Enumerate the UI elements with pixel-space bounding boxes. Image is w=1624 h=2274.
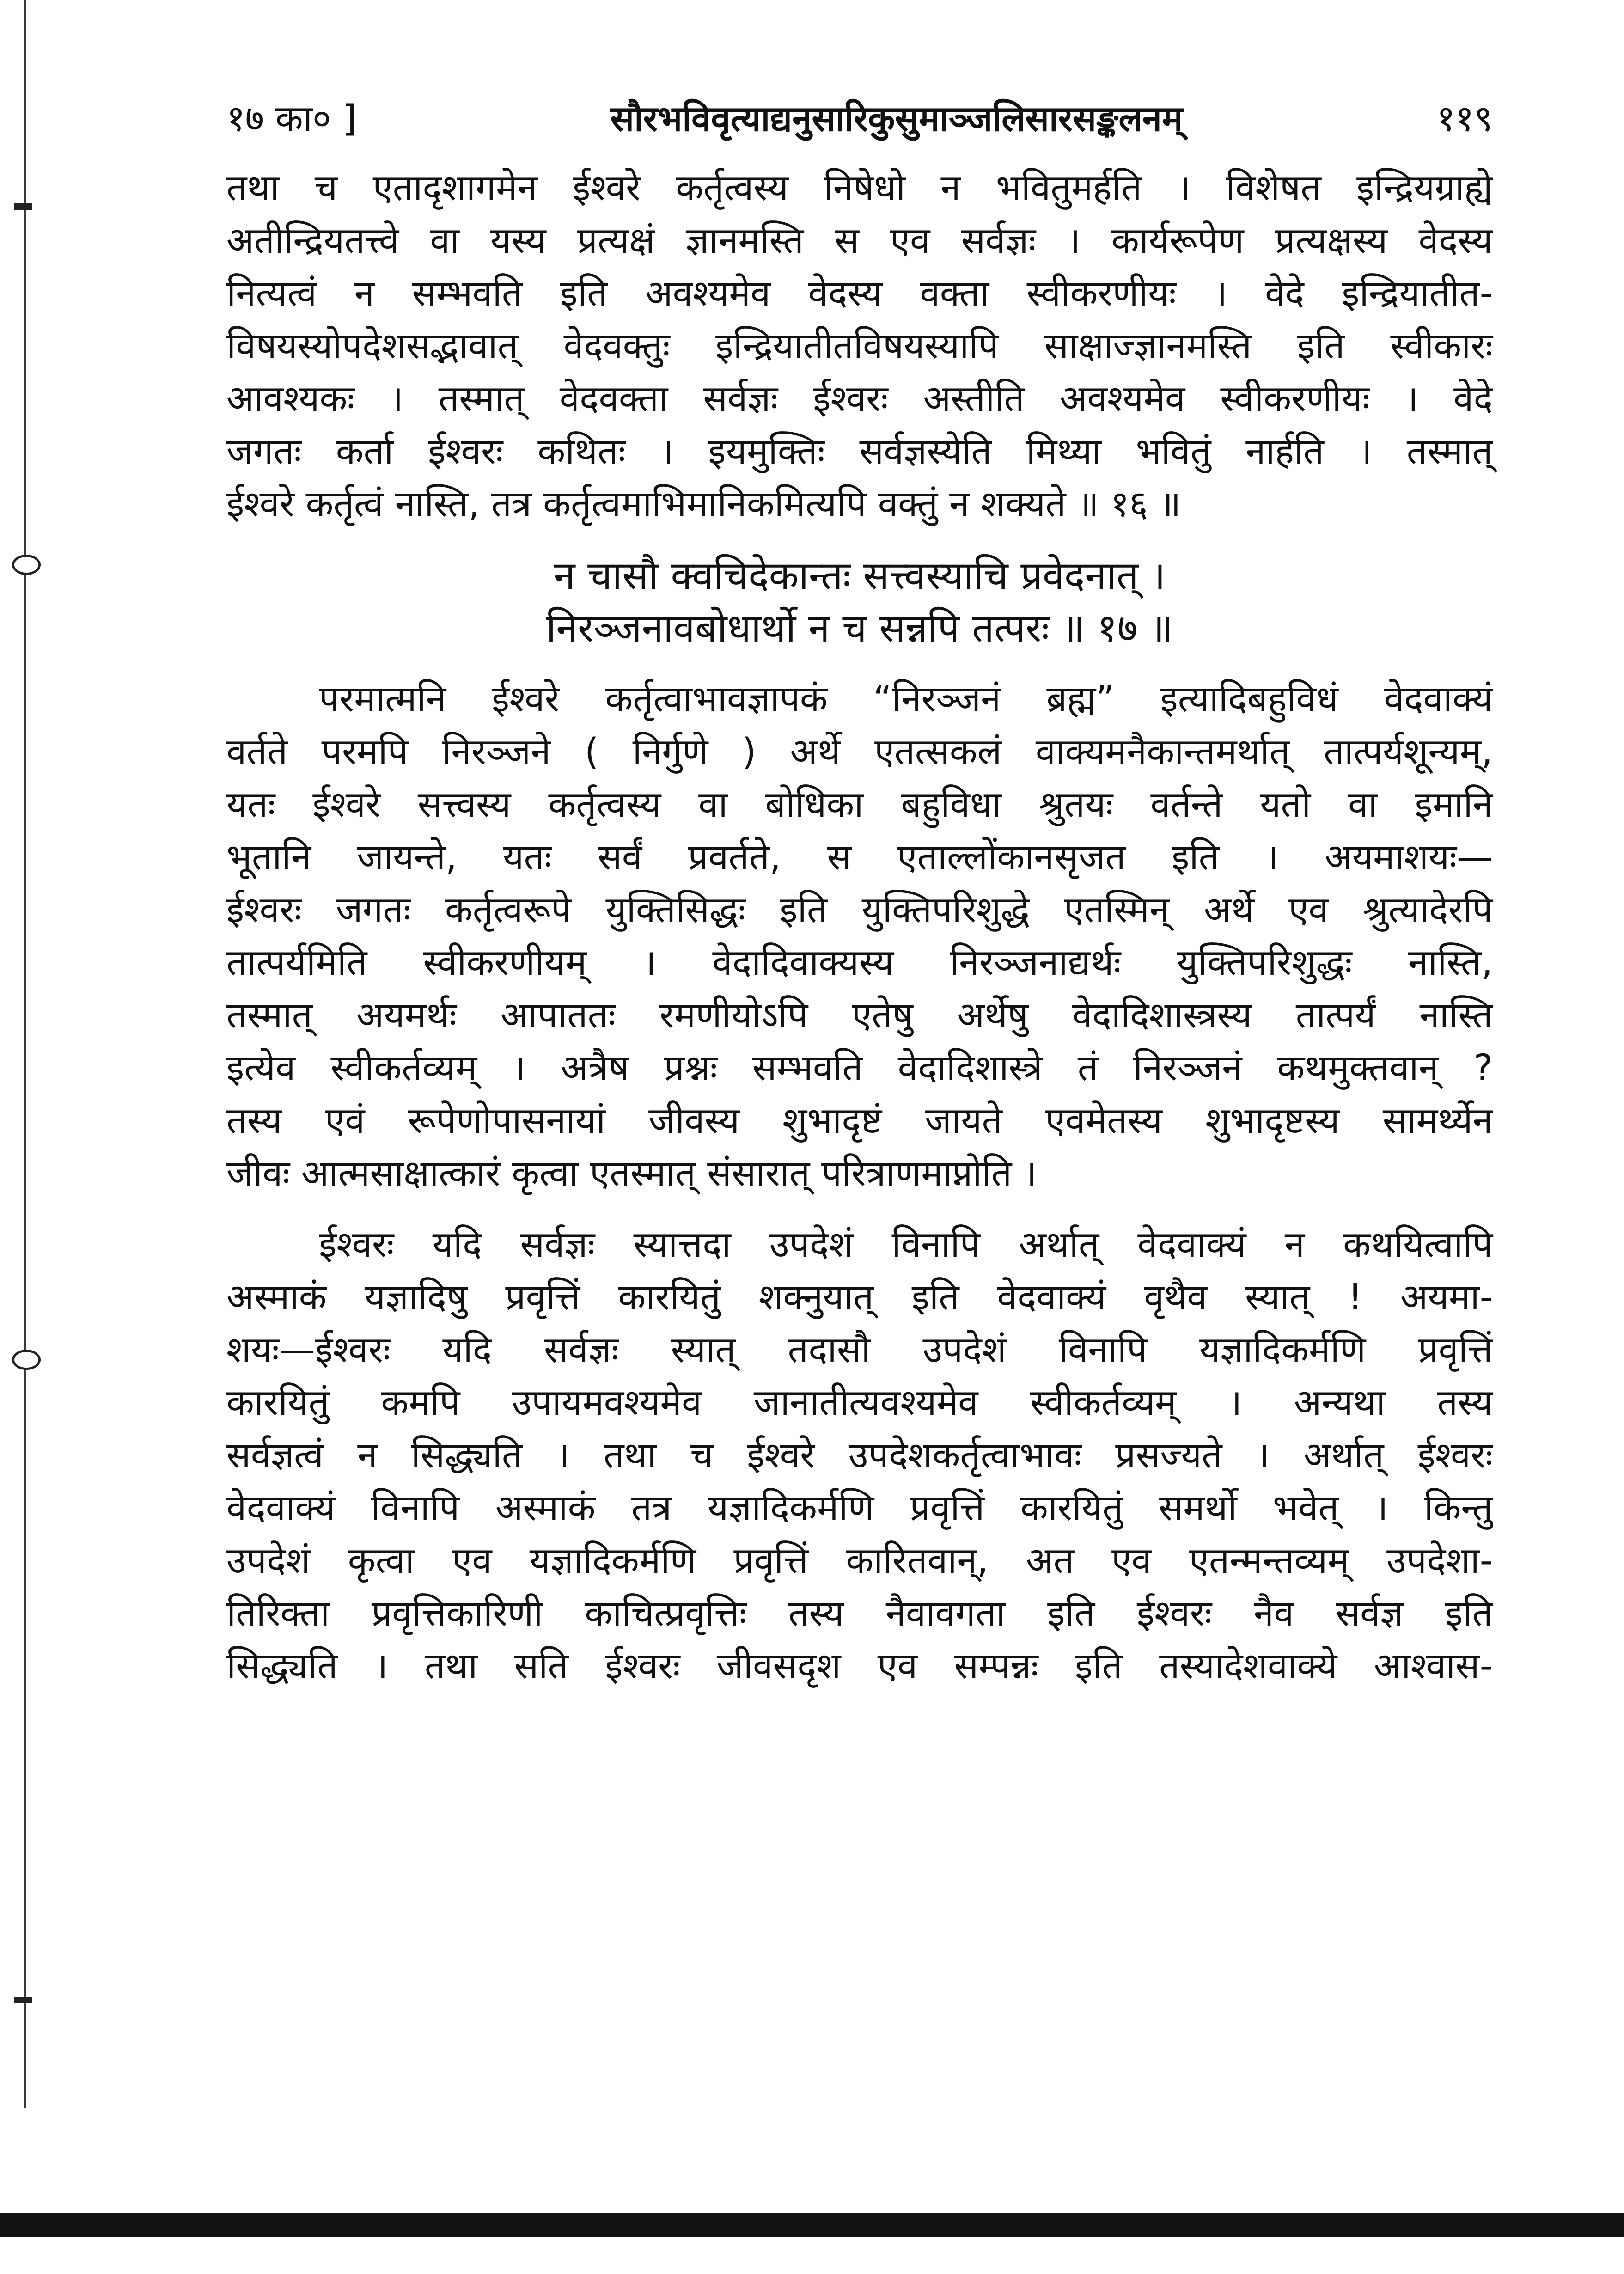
text-line: ईश्वरः यदि सर्वज्ञः स्यात्तदा उपदेशं विनापि अर्थात् वेदवाक्यं न कथयित्वापि	[319, 1224, 1493, 1265]
header-title: सौरभविवृत्याद्यनुसारिकुसुमाञ्जलिसारसङ्कलनम्	[610, 98, 1183, 139]
text-line: उपदेशं कृत्वा एव यज्ञादिकर्मणि प्रवृत्तिं कारितवान्, अत एव एतन्मन्तव्यम् उपदेशा-	[226, 1540, 1493, 1582]
text-line: तस्य एवं रूपेणोपासनायां जीवस्य शुभादृष्टं जायते एवमेतस्य शुभादृष्टस्य सामर्थ्येन	[226, 1100, 1493, 1142]
page-body	[226, 162, 1493, 1693]
binding-hole-mark	[12, 1350, 41, 1370]
paragraph-1	[226, 162, 1493, 531]
text-line: वेदवाक्यं विनापि अस्माकं तत्र यज्ञादिकर्मणि प्रवृत्तिं कारयितुं समर्थो भवेत् । किन्तु	[226, 1487, 1493, 1529]
paragraph-2	[226, 673, 1493, 1200]
text-line: तिरिक्ता प्रवृत्तिकारिणी काचित्प्रवृत्तिः तस्य नैवावगता इति ईश्वरः नैव सर्वज्ञ इति	[226, 1593, 1493, 1634]
text-line: जगतः कर्ता ईश्वरः कथितः । इयमुक्तिः सर्वज्ञस्येति मिथ्या भवितुं नार्हति । तस्मात्	[226, 431, 1493, 472]
text-line: नित्यत्वं न सम्भवति इति अवश्यमेव वेदस्य वक्ता स्वीकरणीयः । वेदे इन्द्रियातीत-	[226, 273, 1493, 314]
book-page	[226, 92, 1493, 1693]
text-line: विषयस्योपदेशसद्भावात् वेदवक्तुः इन्द्रियातीतविषयस्यापि साक्षाज्ज्ञानमस्ति इति स्वीकारः	[226, 325, 1493, 367]
binding-edge	[24, 0, 26, 2108]
binding-tick-mark	[14, 1997, 32, 2003]
text-line: शयः—ईश्वरः यदि सर्वज्ञः स्यात् तदासौ उपदेशं विनापि यज्ञादिकर्मणि प्रवृत्तिं	[226, 1329, 1493, 1371]
binding-tick-mark	[14, 203, 32, 210]
text-line: आवश्यकः । तस्मात् वेदवक्ता सर्वज्ञः ईश्वरः अस्तीति अवश्यमेव स्वीकरणीयः । वेदे	[226, 378, 1493, 420]
text-line: सर्वज्ञत्वं न सिद्ध्यति । तथा च ईश्वरे उपदेशकर्तृत्वाभावः प्रसज्यते । अर्थात् ईश्वरः	[226, 1435, 1493, 1476]
text-line: कारयितुं कमपि उपायमवश्यमेव जानातीत्यवश्यमेव स्वीकर्तव्यम् । अन्यथा तस्य	[226, 1382, 1493, 1424]
text-line: अतीन्द्रियतत्त्वे वा यस्य प्रत्यक्षं ज्ञानमस्ति स एव सर्वज्ञः । कार्यरूपेण प्रत्यक्षस्य वेदस्य	[226, 220, 1493, 262]
running-header	[226, 92, 1493, 148]
text-line: वर्तते परमपि निरञ्जने ( निर्गुणे ) अर्थे एतत्सकलं वाक्यमनैकान्तमर्थात् तात्पर्यशून्यम्,	[226, 731, 1493, 773]
text-line: तथा च एतादृशागमेन ईश्वरे कर्तृत्वस्य निषेधो न भवितुमर्हति । विशेषत इन्द्रियग्राह्ये	[226, 167, 1493, 209]
text-line: तस्मात् अयमर्थः आपाततः रमणीयोऽपि एतेषु अर्थेषु वेदादिशास्त्रस्य तात्पर्यं नास्ति	[226, 995, 1493, 1036]
page-number: ११९	[1436, 98, 1493, 140]
verse-block	[226, 549, 1493, 654]
verse-line: न चासौ क्वचिदेकान्तः सत्त्वस्याचि प्रवेदनात् ।	[553, 553, 1166, 598]
paragraph-3	[226, 1218, 1493, 1693]
verse-line: निरञ्जनावबोधार्थो न च सन्नपि तत्परः ॥ १७ ॥	[546, 605, 1173, 651]
text-line: परमात्मनि ईश्वरे कर्तृत्वाभावज्ञापकं “निरञ्जनं ब्रह्म” इत्यादिबहुविधं वेदवाक्यं	[319, 679, 1493, 720]
text-line: सिद्ध्यति । तथा सति ईश्वरः जीवसदृश एव सम्पन्नः इति तस्यादेशवाक्ये आश्वास-	[226, 1645, 1493, 1687]
text-line: तात्पर्यमिति स्वीकरणीयम् । वेदादिवाक्यस्य निरञ्जनाद्यर्थः युक्तिपरिशुद्धः नास्ति,	[226, 942, 1493, 984]
scan-bottom-edge	[0, 2213, 1624, 2237]
text-line: इत्येव स्वीकर्तव्यम् । अत्रैष प्रश्नः सम्भवति वेदादिशास्त्रे तं निरञ्जनं कथमुक्तवान् ?	[226, 1047, 1493, 1089]
text-line: भूतानि जायन्ते, यतः सर्वं प्रवर्तते, स एताल्लोंकानसृजत इति । अयमाशयः—	[226, 837, 1493, 878]
text-line: ईश्वरे कर्तृत्वं नास्ति, तत्र कर्तृत्वमाभिमानिकमित्यपि वक्तुं न शक्यते ॥ १६ ॥	[226, 483, 1181, 525]
binding-hole-mark	[12, 555, 41, 575]
text-line: ईश्वरः जगतः कर्तृत्वरूपे युक्तिसिद्धः इति युक्तिपरिशुद्धे एतस्मिन् अर्थे एव श्रुत्यादेरपि	[226, 889, 1493, 931]
text-line: यतः ईश्वरे सत्त्वस्य कर्तृत्वस्य वा बोधिका बहुविधा श्रुतयः वर्तन्ते यतो वा इमानि	[226, 784, 1493, 825]
header-left-ref: १७ का० ]	[226, 98, 357, 140]
text-line: जीवः आत्मसाक्षात्कारं कृत्वा एतस्मात् संसारात् परित्राणमाप्नोति ।	[226, 1153, 1037, 1194]
text-line: अस्माकं यज्ञादिषु प्रवृत्तिं कारयितुं शक्नुयात् इति वेदवाक्यं वृथैव स्यात् ! अयमा-	[226, 1277, 1493, 1318]
